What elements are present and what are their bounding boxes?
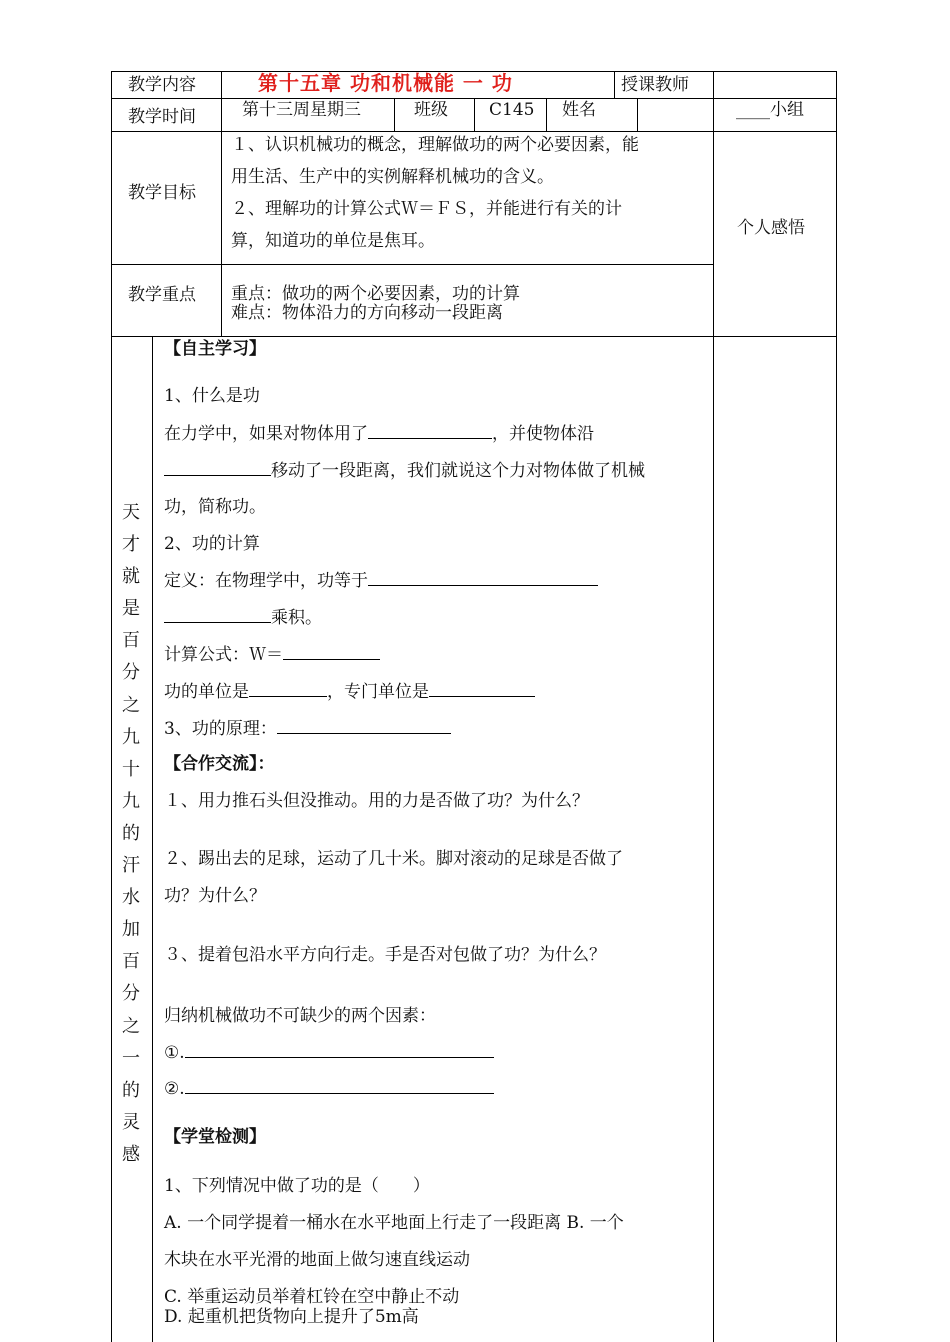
table-rule-vertical <box>614 71 615 98</box>
answer-blank[interactable] <box>164 606 271 623</box>
difficult-point-line: 难点：物体沿力的方向移动一段距离 <box>231 303 503 323</box>
question: 1、什么是功 <box>164 386 260 406</box>
answer-blank[interactable] <box>164 459 271 476</box>
objectives-label: 教学目标 <box>128 183 196 203</box>
table-rule-vertical <box>474 98 475 131</box>
key-point-line: 重点：做功的两个必要因素，功的计算 <box>231 284 520 304</box>
name-label: 姓名 <box>562 100 596 120</box>
objective-line: 算，知道功的单位是焦耳。 <box>231 231 435 251</box>
question: 2、功的计算 <box>164 534 260 554</box>
table-border-left <box>111 71 112 1342</box>
question: １、用力推石头但没推动。用的力是否做了功？为什么？ <box>164 791 589 811</box>
fill-in-line <box>164 606 322 629</box>
cooperation-heading: 【合作交流】： <box>164 754 275 774</box>
page-title: 第十五章 功和机械能 一 功 <box>258 71 513 95</box>
table-rule <box>111 336 837 337</box>
item-marker: ①. <box>164 1043 185 1063</box>
fill-in-line <box>164 459 645 482</box>
option-line: 木块在水平光滑的地面上做匀速直线运动 <box>164 1250 470 1270</box>
answer-blank[interactable] <box>277 717 451 734</box>
class-label: 班级 <box>414 100 448 120</box>
reflection-label: 个人感悟 <box>737 218 805 238</box>
teacher-label: 授课教师 <box>621 75 689 95</box>
objective-line: ２、理解功的计算公式Ｗ＝ＦＳ，并能进行有关的计 <box>231 199 622 219</box>
question: ２、踢出去的足球，运动了几十米。脚对滚动的足球是否做了 <box>164 849 623 869</box>
summary-prompt: 归纳机械做功不可缺少的两个因素： <box>164 1006 436 1026</box>
table-rule-vertical <box>546 98 547 131</box>
fill-in-line <box>164 1041 494 1064</box>
content-label: 教学内容 <box>128 75 196 95</box>
self-study-heading: 【自主学习】 <box>164 339 266 359</box>
option-line: C. 举重运动员举着杠铃在空中静止不动 <box>164 1287 460 1307</box>
question-text: ，专门单位是 <box>327 682 429 702</box>
question-text: 乘积。 <box>271 608 322 628</box>
answer-blank[interactable] <box>185 1077 494 1094</box>
objective-line: 用生活、生产中的实例解释机械功的含义。 <box>231 167 554 187</box>
question-text: 3、功的原理： <box>164 719 277 739</box>
question-text: 功，简称功。 <box>164 497 266 517</box>
table-rule-vertical <box>221 71 222 336</box>
fill-in-line <box>164 717 451 740</box>
fill-in-line <box>164 422 594 445</box>
table-rule-vertical <box>152 336 153 1342</box>
table-rule-vertical <box>394 98 395 131</box>
question-text: 计算公式：Ｗ＝ <box>164 645 283 665</box>
fill-in-line <box>164 680 535 703</box>
fill-in-line <box>164 1077 494 1100</box>
check-heading: 【学堂检测】 <box>164 1127 266 1147</box>
table-rule <box>111 264 713 265</box>
key-points-label: 教学重点 <box>128 285 196 305</box>
table-rule-vertical <box>713 71 714 1342</box>
time-label: 教学时间 <box>128 107 196 127</box>
table-border-right <box>836 71 837 1342</box>
fill-in-line <box>164 569 598 592</box>
option-line: A. 一个同学提着一桶水在水平地面上行走了一段距离 B. 一个 <box>164 1213 624 1233</box>
table-rule <box>111 131 837 132</box>
question: 功？为什么？ <box>164 886 266 906</box>
fill-in-line <box>164 643 380 666</box>
answer-blank[interactable] <box>368 422 492 439</box>
question: ３、提着包沿水平方向行走。手是否对包做了功？为什么？ <box>164 945 606 965</box>
question-text: 功的单位是 <box>164 682 249 702</box>
question-text: 在力学中，如果对物体用了 <box>164 424 368 444</box>
group-label: ____小组 <box>736 100 804 120</box>
question-text: 移动了一段距离，我们就说这个力对物体做了机械 <box>271 461 645 481</box>
answer-blank[interactable] <box>185 1041 494 1058</box>
answer-blank[interactable] <box>249 680 327 697</box>
question-text: 定义：在物理学中，功等于 <box>164 571 368 591</box>
question: 1、下列情况中做了功的是（ ） <box>164 1176 430 1196</box>
answer-blank[interactable] <box>283 643 380 660</box>
answer-blank[interactable] <box>368 569 598 586</box>
answer-blank[interactable] <box>429 680 535 697</box>
question-text: ，并使物体沿 <box>492 424 594 444</box>
table-rule-vertical <box>637 98 638 131</box>
time-value: 第十三周星期三 <box>242 100 361 120</box>
objective-line: １、认识机械功的概念，理解做功的两个必要因素，能 <box>231 135 639 155</box>
class-value: C145 <box>489 100 535 120</box>
option-line: D. 起重机把货物向上提升了5m高 <box>164 1307 419 1327</box>
item-marker: ②. <box>164 1079 185 1099</box>
side-quote: 天才就是百分之九十九的汗水加百分之一的灵感 <box>122 502 140 1165</box>
